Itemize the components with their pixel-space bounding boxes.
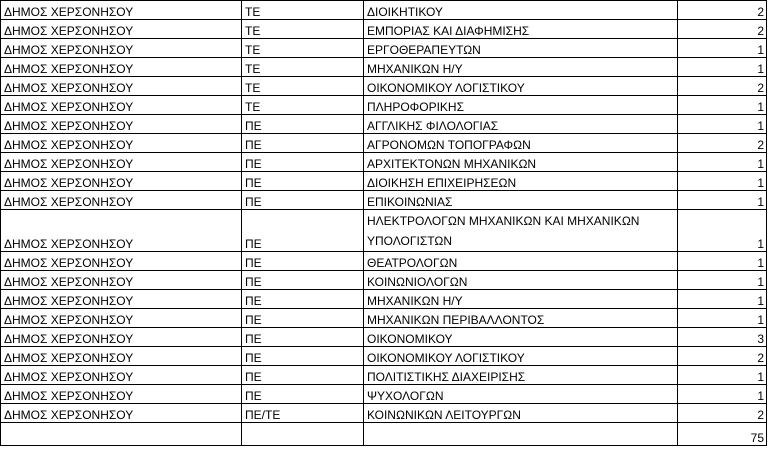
category-cell: ΠΕ bbox=[242, 328, 364, 347]
table-row bbox=[1, 20, 767, 39]
table-row bbox=[1, 290, 767, 309]
table-row bbox=[1, 366, 767, 385]
specialty-cell: ΕΡΓΟΘΕΡΑΠΕΥΤΩΝ bbox=[364, 39, 678, 58]
count-cell: 1 bbox=[678, 115, 767, 134]
category-cell: ΠΕ bbox=[242, 191, 364, 210]
specialty-cell: ΠΟΛΙΤΙΣΤΙΚΗΣ ΔΙΑΧΕΙΡΙΣΗΣ bbox=[364, 366, 678, 385]
specialty-cell: ΜΗΧΑΝΙΚΩΝ ΠΕΡΙΒΑΛΛΟΝΤΟΣ bbox=[364, 309, 678, 328]
count-cell: 2 bbox=[678, 20, 767, 39]
count-cell: 1 bbox=[678, 58, 767, 77]
category-cell: ΤΕ bbox=[242, 39, 364, 58]
municipality-cell: ΔΗΜΟΣ ΧΕΡΣΟΝΗΣΟΥ bbox=[1, 58, 242, 77]
municipality-cell: ΔΗΜΟΣ ΧΕΡΣΟΝΗΣΟΥ bbox=[1, 96, 242, 115]
specialty-cell: ΗΛΕΚΤΡΟΛΟΓΩΝ ΜΗΧΑΝΙΚΩΝ ΚΑΙ ΜΗΧΑΝΙΚΩΝ ΥΠΟΛΟΓΙΣΤΩΝ bbox=[364, 210, 678, 252]
category-cell: ΠΕ bbox=[242, 210, 364, 252]
municipality-cell: ΔΗΜΟΣ ΧΕΡΣΟΝΗΣΟΥ bbox=[1, 271, 242, 290]
municipality-cell: ΔΗΜΟΣ ΧΕΡΣΟΝΗΣΟΥ bbox=[1, 328, 242, 347]
category-cell: ΤΕ bbox=[242, 96, 364, 115]
table-row bbox=[1, 1, 767, 20]
municipality-cell: ΔΗΜΟΣ ΧΕΡΣΟΝΗΣΟΥ bbox=[1, 39, 242, 58]
category-cell: ΠΕ bbox=[242, 153, 364, 172]
specialty-cell: ΑΡΧΙΤΕΚΤΟΝΩΝ ΜΗΧΑΝΙΚΩΝ bbox=[364, 153, 678, 172]
count-cell: 1 bbox=[678, 172, 767, 191]
count-cell: 2 bbox=[678, 1, 767, 20]
municipality-cell: ΔΗΜΟΣ ΧΕΡΣΟΝΗΣΟΥ bbox=[1, 134, 242, 153]
count-cell: 1 bbox=[678, 385, 767, 404]
total-count-cell: 75 bbox=[678, 423, 767, 446]
count-cell: 1 bbox=[678, 191, 767, 210]
count-cell: 1 bbox=[678, 210, 767, 252]
specialty-cell: ΟΙΚΟΝΟΜΙΚΟΥ bbox=[364, 328, 678, 347]
municipality-cell: ΔΗΜΟΣ ΧΕΡΣΟΝΗΣΟΥ bbox=[1, 153, 242, 172]
specialty-cell: ΘΕΑΤΡΟΛΟΓΩΝ bbox=[364, 252, 678, 271]
count-cell: 1 bbox=[678, 290, 767, 309]
category-cell: ΠΕ bbox=[242, 290, 364, 309]
specialty-cell: ΑΓΡΟΝΟΜΩΝ ΤΟΠΟΓΡΑΦΩΝ bbox=[364, 134, 678, 153]
specialty-cell: ΑΓΓΛΙΚΗΣ ΦΙΛΟΛΟΓΙΑΣ bbox=[364, 115, 678, 134]
table-row bbox=[1, 172, 767, 191]
category-cell: ΤΕ bbox=[242, 1, 364, 20]
specialty-cell: ΚΟΙΝΩΝΙΟΛΟΓΩΝ bbox=[364, 271, 678, 290]
category-cell: ΠΕ bbox=[242, 271, 364, 290]
table-row bbox=[1, 385, 767, 404]
specialty-cell: ΟΙΚΟΝΟΜΙΚΟΥ ΛΟΓΙΣΤΙΚΟΥ bbox=[364, 347, 678, 366]
category-cell: ΠΕ bbox=[242, 347, 364, 366]
category-cell: ΠΕ bbox=[242, 366, 364, 385]
specialty-cell: ΔΙΟΙΚΗΣΗ ΕΠΙΧΕΙΡΗΣΕΩΝ bbox=[364, 172, 678, 191]
count-cell: 2 bbox=[678, 404, 767, 423]
total-blank-cell-3 bbox=[364, 423, 678, 446]
table-row bbox=[1, 404, 767, 423]
table-row bbox=[1, 77, 767, 96]
count-cell: 1 bbox=[678, 271, 767, 290]
count-cell: 1 bbox=[678, 96, 767, 115]
municipality-cell: ΔΗΜΟΣ ΧΕΡΣΟΝΗΣΟΥ bbox=[1, 252, 242, 271]
table-row bbox=[1, 153, 767, 172]
category-cell: ΠΕ/ΤΕ bbox=[242, 404, 364, 423]
specialty-cell: ΠΛΗΡΟΦΟΡΙΚΗΣ bbox=[364, 96, 678, 115]
municipality-cell: ΔΗΜΟΣ ΧΕΡΣΟΝΗΣΟΥ bbox=[1, 385, 242, 404]
specialty-cell: ΨΥΧΟΛΟΓΩΝ bbox=[364, 385, 678, 404]
category-cell: ΠΕ bbox=[242, 309, 364, 328]
category-cell: ΠΕ bbox=[242, 385, 364, 404]
count-cell: 3 bbox=[678, 328, 767, 347]
category-cell: ΤΕ bbox=[242, 58, 364, 77]
municipality-cell: ΔΗΜΟΣ ΧΕΡΣΟΝΗΣΟΥ bbox=[1, 191, 242, 210]
table-row bbox=[1, 210, 767, 252]
count-cell: 2 bbox=[678, 347, 767, 366]
specialty-cell: ΟΙΚΟΝΟΜΙΚΟΥ ΛΟΓΙΣΤΙΚΟΥ bbox=[364, 77, 678, 96]
table-row bbox=[1, 39, 767, 58]
table-row bbox=[1, 252, 767, 271]
table-row bbox=[1, 271, 767, 290]
category-cell: ΠΕ bbox=[242, 172, 364, 191]
municipality-cell: ΔΗΜΟΣ ΧΕΡΣΟΝΗΣΟΥ bbox=[1, 404, 242, 423]
count-cell: 1 bbox=[678, 39, 767, 58]
count-cell: 1 bbox=[678, 252, 767, 271]
category-cell: ΤΕ bbox=[242, 77, 364, 96]
total-blank-cell-1 bbox=[1, 423, 242, 446]
municipality-cell: ΔΗΜΟΣ ΧΕΡΣΟΝΗΣΟΥ bbox=[1, 20, 242, 39]
category-cell: ΠΕ bbox=[242, 134, 364, 153]
table-row bbox=[1, 191, 767, 210]
municipality-cell: ΔΗΜΟΣ ΧΕΡΣΟΝΗΣΟΥ bbox=[1, 77, 242, 96]
table-row bbox=[1, 58, 767, 77]
specialty-cell: ΜΗΧΑΝΙΚΩΝ Η/Υ bbox=[364, 290, 678, 309]
table-row bbox=[1, 347, 767, 366]
count-cell: 1 bbox=[678, 366, 767, 385]
total-blank-cell-2 bbox=[242, 423, 364, 446]
municipality-cell: ΔΗΜΟΣ ΧΕΡΣΟΝΗΣΟΥ bbox=[1, 366, 242, 385]
table-row bbox=[1, 96, 767, 115]
table-row bbox=[1, 115, 767, 134]
count-cell: 2 bbox=[678, 134, 767, 153]
specialty-cell: ΕΠΙΚΟΙΝΩΝΙΑΣ bbox=[364, 191, 678, 210]
municipality-cell: ΔΗΜΟΣ ΧΕΡΣΟΝΗΣΟΥ bbox=[1, 172, 242, 191]
category-cell: ΠΕ bbox=[242, 115, 364, 134]
specialty-cell: ΜΗΧΑΝΙΚΩΝ Η/Υ bbox=[364, 58, 678, 77]
total-row bbox=[1, 423, 767, 446]
municipality-cell: ΔΗΜΟΣ ΧΕΡΣΟΝΗΣΟΥ bbox=[1, 1, 242, 20]
count-cell: 2 bbox=[678, 77, 767, 96]
municipality-cell: ΔΗΜΟΣ ΧΕΡΣΟΝΗΣΟΥ bbox=[1, 309, 242, 328]
specialty-cell: ΚΟΙΝΩΝΙΚΩΝ ΛΕΙΤΟΥΡΓΩΝ bbox=[364, 404, 678, 423]
municipality-cell: ΔΗΜΟΣ ΧΕΡΣΟΝΗΣΟΥ bbox=[1, 347, 242, 366]
table-row bbox=[1, 134, 767, 153]
municipality-cell: ΔΗΜΟΣ ΧΕΡΣΟΝΗΣΟΥ bbox=[1, 290, 242, 309]
municipality-cell: ΔΗΜΟΣ ΧΕΡΣΟΝΗΣΟΥ bbox=[1, 210, 242, 252]
category-cell: ΠΕ bbox=[242, 252, 364, 271]
municipality-cell: ΔΗΜΟΣ ΧΕΡΣΟΝΗΣΟΥ bbox=[1, 115, 242, 134]
count-cell: 1 bbox=[678, 153, 767, 172]
specialty-cell: ΔΙΟΙΚΗΤΙΚΟΥ bbox=[364, 1, 678, 20]
table-row bbox=[1, 309, 767, 328]
count-cell: 1 bbox=[678, 309, 767, 328]
table-row bbox=[1, 328, 767, 347]
specialty-cell: ΕΜΠΟΡΙΑΣ ΚΑΙ ΔΙΑΦΗΜΙΣΗΣ bbox=[364, 20, 678, 39]
category-cell: ΤΕ bbox=[242, 20, 364, 39]
table-body bbox=[1, 1, 767, 446]
